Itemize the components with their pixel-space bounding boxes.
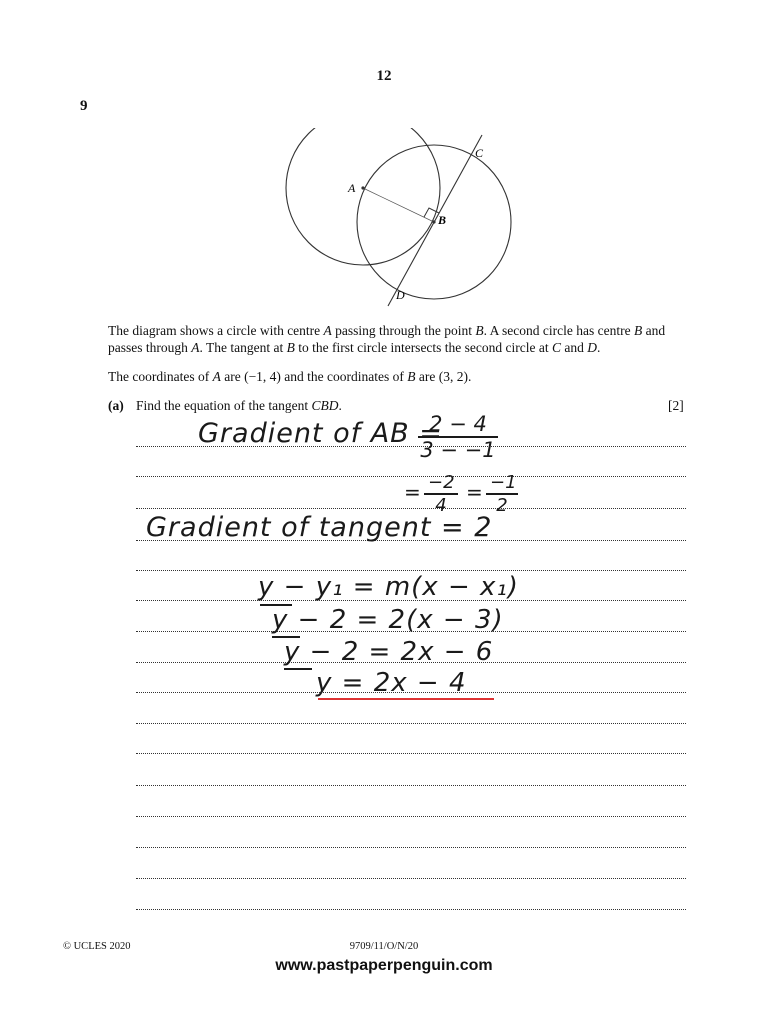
radius-line-ab [363,188,434,222]
hw-fraction-denominator: 3 − −1 [420,438,496,462]
para1-var-b3: B [286,340,295,355]
point-b [432,220,435,223]
hw-answer-red-underline [318,698,494,700]
hw-substitution: y − 2 = 2(x − 3) [272,605,504,635]
para1-var-b: B [475,323,484,338]
para1-text-1: The diagram shows a circle with centre [108,323,324,338]
para2-text-2: are (−1, 4) and the coordinates of [220,369,408,384]
para1-var-a2: A [191,340,200,355]
hw-expanded: y − 2 = 2x − 6 [284,637,494,667]
label-a: A [348,181,356,195]
para1-text-8: . [597,340,601,355]
part-a-prompt-end: . [338,398,342,413]
question-number: 9 [80,98,88,114]
hw-fraction-2-den: 2 [496,495,508,516]
website-watermark[interactable]: www.pastpaperpenguin.com [275,957,493,974]
label-b: B [438,213,447,227]
hw-equals-1: = [404,480,422,504]
para1-var-a: A [323,323,332,338]
para1-text-7: and [561,340,588,355]
circle-centre-a [286,128,440,265]
answer-line[interactable] [136,816,686,817]
hw-final-answer: y = 2x − 4 [316,668,467,698]
hw-fraction-gradient [418,412,498,462]
part-a-prompt-var: CBD [311,398,339,413]
point-a [361,186,364,189]
hw-fraction-2-num: −1 [486,472,518,495]
hw-fraction-simplify-2 [486,472,518,516]
answer-line[interactable] [136,909,686,910]
para1-text-3: . A second circle has centre [483,323,634,338]
para2-text-3: are (3, 2). [415,369,472,384]
para1-var-d: D [587,340,598,355]
para1-var-b2: B [634,323,643,338]
answer-line[interactable] [136,785,686,786]
para1-text-2: passing through the point [331,323,476,338]
para2-text-1: The coordinates of [108,369,213,384]
part-a-prompt-text: Find the equation of the tangent [136,398,312,413]
hw-gradient-tangent: Gradient of tangent = 2 [146,512,493,543]
para1-var-c: C [552,340,562,355]
part-a-label: (a) [108,398,124,413]
answer-line[interactable] [136,570,686,571]
para2-var-a: A [212,369,221,384]
footer-copyright: © UCLES 2020 [63,941,131,952]
circles-diagram [270,128,530,318]
hw-underline-3 [284,668,312,670]
para1-text-4: and passes through [108,323,666,355]
answer-line[interactable] [136,723,686,724]
answer-line[interactable] [136,878,686,879]
answer-line[interactable] [136,476,686,477]
hw-fraction-simplify-1 [424,472,458,516]
label-c: C [475,146,484,160]
para2-var-b: B [407,369,416,384]
hw-fraction-numerator: 2 − 4 [418,412,498,438]
hw-point-slope-formula: y − y₁ = m(x − x₁) [258,572,519,602]
label-d: D [396,288,405,302]
part-a-marks: [2] [668,398,684,413]
page-number: 12 [376,68,392,84]
hw-fraction-1-den: 4 [435,495,447,516]
question-paragraph-2 [108,368,698,385]
footer-paper-code: 9709/11/O/N/20 [349,941,419,952]
hw-gradient-ab: Gradient of AB = [198,418,443,449]
hw-equals-2: = [466,480,484,504]
answer-line[interactable] [136,847,686,848]
question-paragraph-1 [108,322,698,356]
answer-line[interactable] [136,753,686,754]
para1-text-6: to the first circle intersects the second circle at [294,340,552,355]
hw-fraction-1-num: −2 [424,472,458,495]
part-a-prompt [136,398,342,414]
para1-text-5: . The tangent at [199,340,287,355]
answer-line[interactable] [136,508,686,509]
